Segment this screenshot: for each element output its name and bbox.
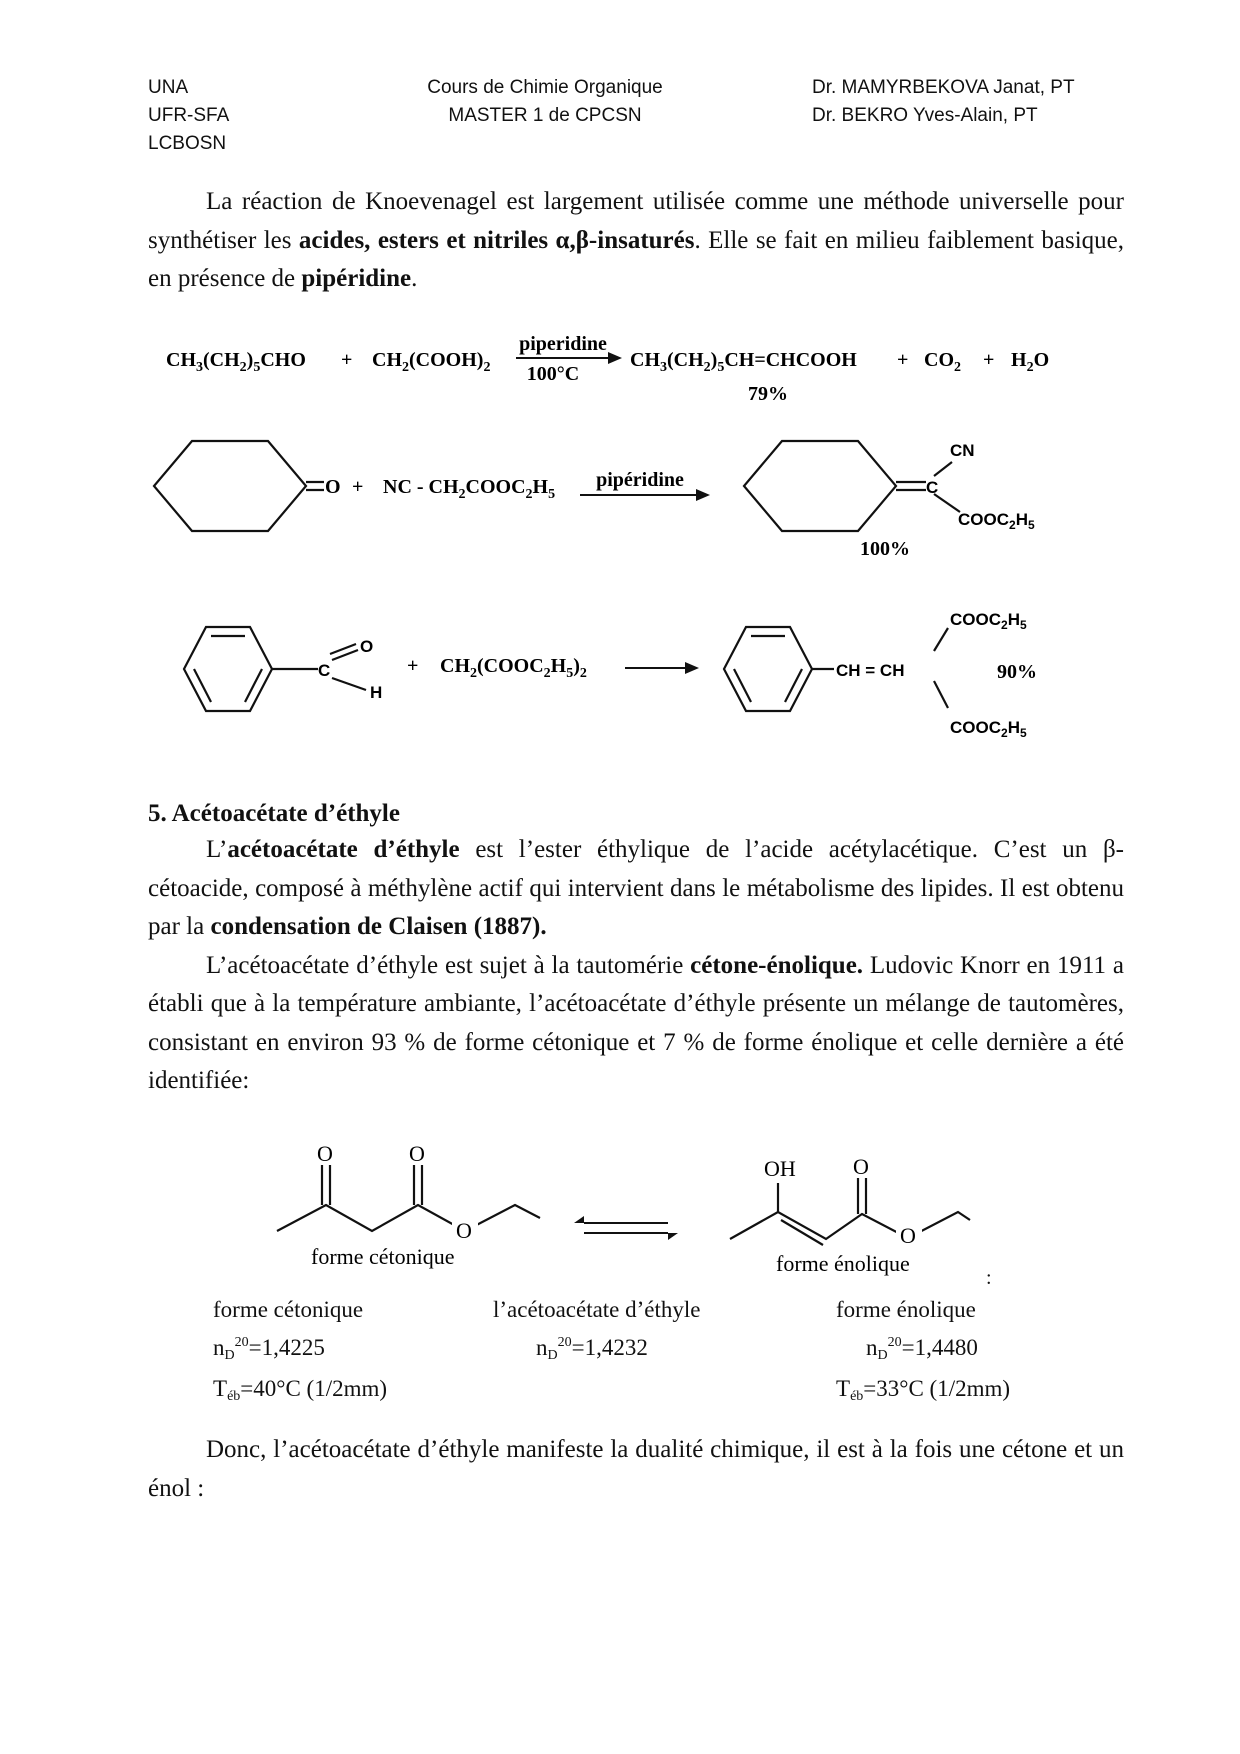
enol-o-label: O [853, 1154, 869, 1179]
enol-double-bond [781, 1220, 823, 1245]
r3-product-ring [724, 627, 812, 711]
keto-skeleton [277, 1205, 540, 1231]
equilibrium-arrow-bottom-head [668, 1233, 678, 1240]
keto-teb-value: =40°C (1/2mm) [240, 1376, 388, 1401]
keto-nd-symbol: n [213, 1335, 225, 1360]
enol-prop-teb [836, 1372, 1010, 1413]
r3-aldehyde-hydrogen: H [370, 683, 383, 702]
keto-teb-sub: éb [227, 1389, 241, 1404]
header-center-line-2: MASTER 1 de CPCSN [448, 105, 642, 126]
r1-plus-2: + [897, 349, 909, 371]
intro-text-1: La réaction de Knoevenagel est largement utilisée comme une méthode universelle pour synthétiser les [148, 188, 1124, 254]
keto-o2-label: O [409, 1141, 425, 1166]
intro-bold-1: acides, esters et nitriles α,β-insaturés [298, 226, 695, 254]
intro-text-3: . [411, 265, 418, 292]
s5-p2-text-1: L’acétoacétate d’éthyle est sujet à la tautomérie [206, 951, 691, 979]
header-left-line-1: UNA [148, 77, 189, 98]
enol-caption: forme énolique [776, 1251, 910, 1276]
r1-arrow-head [608, 352, 622, 364]
r3-arrow-head [685, 662, 699, 674]
equilibrium-arrow-top-head [574, 1216, 584, 1223]
reaction-3 [184, 610, 1037, 740]
enol-prop-nd [836, 1326, 1010, 1372]
header-center-line-1: Cours de Chimie Organique [427, 77, 663, 98]
section-5-body [148, 831, 1124, 1101]
r3-benzene-ring [184, 627, 272, 711]
intro-bold-2: pipéridine [301, 265, 412, 292]
keto-o1-label: O [317, 1141, 333, 1166]
keto-prop-nd [213, 1326, 387, 1372]
r2-yield: 100% [860, 538, 910, 560]
keto-nd-sub: D [224, 1348, 235, 1363]
r1-byproduct-co2: $CO_2$ [924, 349, 961, 375]
header-right-line-2: Dr. BEKRO Yves-Alain, PT [812, 105, 1038, 126]
enol-teb-sub: éb [850, 1389, 864, 1404]
keto-nd-value: =1,4225 [248, 1335, 325, 1360]
mix-nd-symbol: n [536, 1335, 548, 1360]
r3-yield: 90% [997, 661, 1037, 683]
r1-byproduct-h2o: $H_2O$ [1011, 349, 1050, 375]
keto-prop-name: forme cétonique [213, 1297, 364, 1322]
enol-ester-o-label: O [900, 1223, 916, 1248]
r1-plus-1: + [341, 349, 353, 371]
r2-product-ring [744, 441, 896, 531]
enol-prop-name: forme énolique [836, 1297, 976, 1322]
r2-cn-label: CN [950, 441, 975, 460]
r3-product-double-3 [734, 669, 751, 702]
keto-teb-symbol: T [213, 1376, 228, 1401]
keto-properties [213, 1293, 387, 1413]
tautomer-scheme [277, 1141, 970, 1276]
s5-p1-text-2: est l’ester éthylique de l’acide acétylacétique. C’est un β-cétoacide, composé à méthylène actif qui intervient dans le métabolisme des lipides. Il est obtenu par la [148, 836, 1124, 940]
r1-product: $CH_3(CH_2)_5CH=CHCOOH$ [630, 349, 857, 375]
s5-p1-text-1: L’ [206, 836, 228, 863]
r3-ester-bond-bottom [934, 681, 948, 708]
r3-ester-bottom: $COOC_2H_5$ [950, 718, 1027, 740]
enol-nd-sup: 20 [887, 1335, 902, 1350]
header-left-line-2: UFR-SFA [148, 105, 230, 126]
keto-nd-sup: 20 [234, 1335, 249, 1350]
enol-teb-value: =33°C (1/2mm) [863, 1376, 1011, 1401]
enol-skeleton [730, 1212, 970, 1239]
r1-temperature: 100°C [526, 363, 580, 385]
r1-reactant-1: $CH_3(CH_2)_5CHO$ [166, 349, 306, 375]
mix-prop-name: l’acétoacétate d’éthyle [493, 1297, 701, 1322]
r3-chain: CH = CH [836, 661, 905, 680]
r1-catalyst: piperidine [519, 333, 607, 355]
r2-reactant-2: NC - $CH_2COOC_2H_5$ [383, 476, 556, 502]
header-left-line-3: LCBOSN [148, 133, 227, 154]
reaction-2 [154, 441, 1035, 560]
r2-carbon: C [926, 478, 939, 497]
section-5-heading: 5. Acétoacétate d’éthyle [148, 800, 400, 827]
r1-plus-3: + [983, 349, 995, 371]
r3-benzene-double-3 [194, 669, 211, 702]
mix-prop-nd [493, 1326, 701, 1372]
r3-reactant-2: $CH_2(COOC_2H_5)_2$ [440, 655, 587, 681]
r2-ester-label: $COOC_2H_5$ [958, 510, 1035, 532]
enol-nd-symbol: n [866, 1335, 878, 1360]
r2-cyclohexanone-ring [154, 441, 306, 531]
r3-plus: + [407, 655, 419, 677]
intro-text-2: . Elle se fait en milieu faiblement basique, en présence de [148, 226, 1124, 292]
r2-oxygen: O [325, 476, 341, 498]
r1-reactant-2: $CH_2(COOH)_2$ [372, 349, 491, 375]
reaction-1 [166, 333, 1049, 405]
mix-nd-value: =1,4232 [571, 1335, 648, 1360]
stray-colon: : [986, 1267, 992, 1289]
keto-ester-o-label: O [456, 1218, 472, 1243]
r2-arrow-head [696, 489, 710, 501]
r3-benzene-double-2 [245, 669, 262, 702]
r3-ch-bond [332, 678, 366, 690]
r2-ester-bond [934, 494, 960, 512]
s5-p2-bold-1: cétone-énolique. [690, 951, 864, 979]
r3-product-double-2 [785, 669, 802, 702]
header-right-line-1: Dr. MAMYRBEKOVA Janat, PT [812, 77, 1075, 98]
r2-catalyst: pipéridine [596, 469, 684, 491]
mix-nd-sub: D [547, 1348, 558, 1363]
enol-oh-label: OH [764, 1156, 796, 1181]
s5-p1-bold-2: condensation de Claisen (1887). [210, 913, 547, 940]
enol-nd-sub: D [877, 1348, 888, 1363]
s5-p2-text-2: Ludovic Knorr en 1911 a établi que à la température ambiante, l’acétoacétate d’éthyle présente un mélange de tautomères, consistant en environ 93 % de forme cétonique et 7 % de forme énolique et celle dernière a été identifiée: [148, 951, 1124, 1094]
r2-cn-bond [934, 462, 952, 476]
r2-plus: + [352, 476, 364, 498]
s5-p1-bold-1: acétoacétate d’éthyle [227, 836, 460, 863]
section-5-paragraph-1 [148, 831, 1124, 947]
mix-nd-sup: 20 [557, 1335, 572, 1350]
section-5-paragraph-2 [148, 947, 1124, 1101]
enol-nd-value: =1,4480 [901, 1335, 978, 1360]
r3-ester-bond-top [934, 628, 948, 651]
enol-properties [836, 1293, 1010, 1413]
r1-yield: 79% [748, 383, 788, 405]
r3-aldehyde-carbon: C [318, 661, 331, 680]
keto-caption: forme cétonique [311, 1244, 455, 1269]
conclusion-paragraph: Donc, l’acétoacétate d’éthyle manifeste la dualité chimique, il est à la fois une cétone et un énol : [148, 1436, 1124, 1502]
r3-ester-top: $COOC_2H_5$ [950, 610, 1027, 632]
enol-teb-symbol: T [836, 1376, 851, 1401]
r3-aldehyde-oxygen: O [360, 637, 374, 656]
keto-prop-teb [213, 1372, 387, 1413]
mix-properties [493, 1293, 701, 1372]
